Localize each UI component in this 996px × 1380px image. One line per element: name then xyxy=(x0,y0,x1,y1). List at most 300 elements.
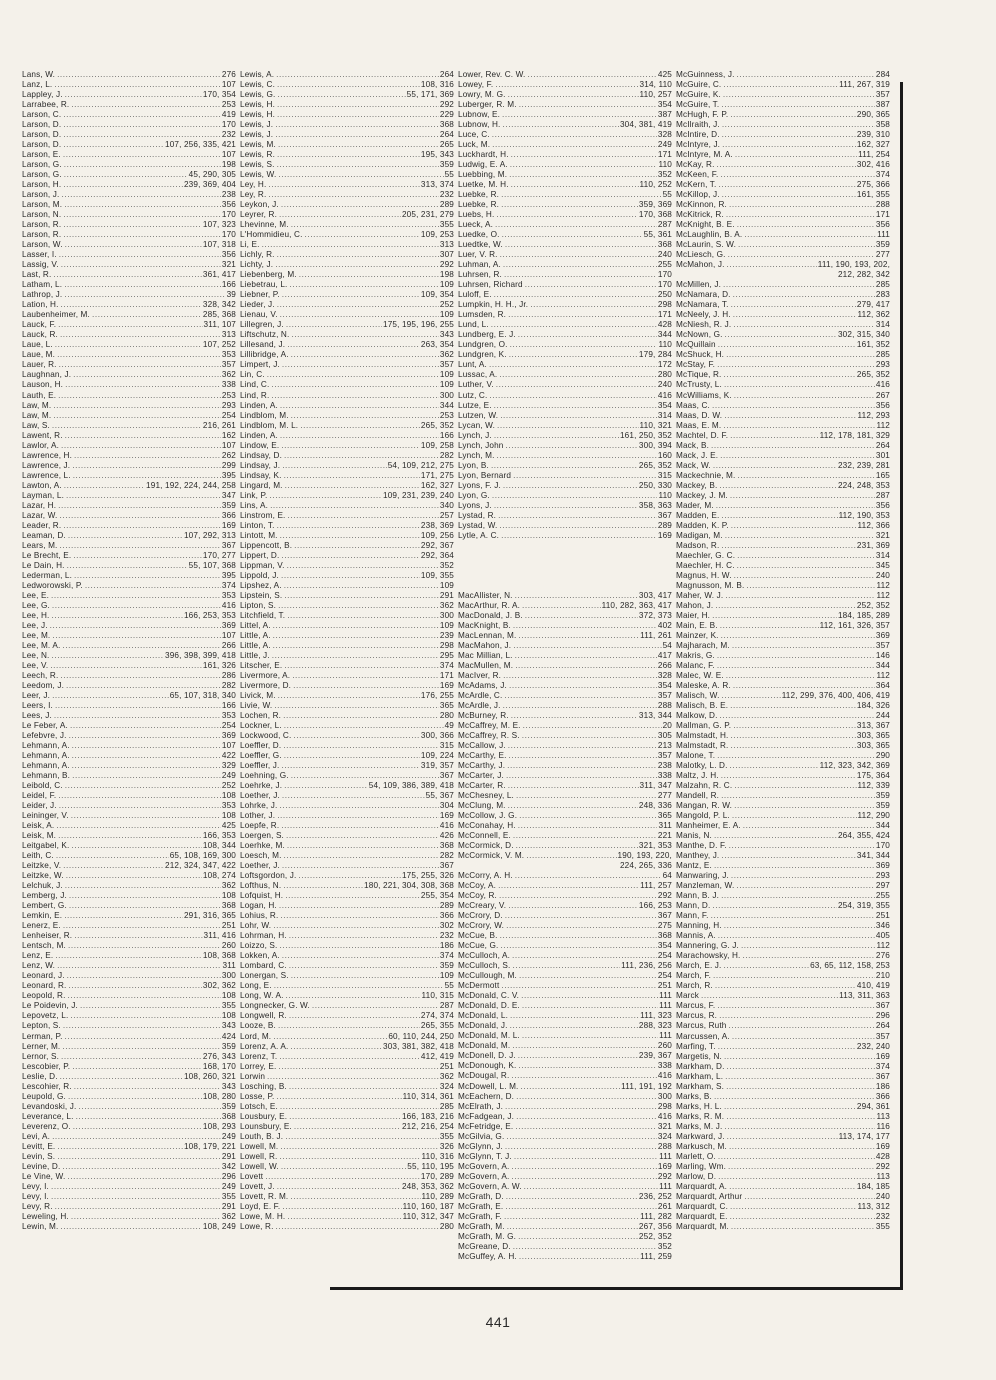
index-entry xyxy=(240,370,454,380)
index-entry xyxy=(22,501,236,511)
dot-leader xyxy=(52,601,221,611)
entry-name: McGrath, E. xyxy=(458,1201,504,1211)
entry-name: McKnight, B. E. xyxy=(676,220,735,230)
dot-leader xyxy=(51,651,164,661)
index-entry xyxy=(240,761,454,771)
entry-pages: 374 xyxy=(875,170,890,180)
entry-name: McDowell, L. M. xyxy=(458,1081,519,1091)
index-entry xyxy=(458,691,672,701)
index-entry xyxy=(458,921,672,931)
index-entry xyxy=(240,781,454,791)
entry-name: Looze, B. xyxy=(240,1021,276,1031)
entry-pages: 353 xyxy=(221,350,236,360)
dot-leader xyxy=(271,380,438,390)
dot-leader xyxy=(287,340,420,350)
index-entry xyxy=(676,601,890,611)
dot-leader xyxy=(289,280,438,290)
entry-name: Larson, G. xyxy=(22,170,62,180)
entry-pages: 111, 282 xyxy=(640,1211,672,1221)
dot-leader xyxy=(513,471,657,481)
entry-name: Lousbury, E. xyxy=(240,1111,288,1121)
entry-pages: 338 xyxy=(657,1061,672,1071)
entry-name: McCarter, R. xyxy=(458,781,506,791)
index-entry xyxy=(458,911,672,921)
index-entry xyxy=(458,471,672,481)
dot-leader xyxy=(52,421,202,431)
entry-name: Lernor, S. xyxy=(22,1051,59,1061)
entry-pages: 111 xyxy=(659,991,672,1001)
index-entry xyxy=(676,941,890,951)
entry-pages: 284 xyxy=(875,70,890,79)
entry-name: Lauth, E. xyxy=(22,390,57,400)
dot-leader xyxy=(713,461,837,471)
dot-leader xyxy=(279,941,438,951)
entry-name: Madden, K. P. xyxy=(676,520,729,530)
dot-leader xyxy=(509,681,657,691)
entry-pages: 359 xyxy=(221,500,236,510)
index-entry xyxy=(676,130,890,140)
dot-leader xyxy=(731,871,875,881)
entry-pages: 109 xyxy=(439,971,454,981)
entry-name: Lund, L. xyxy=(458,320,489,330)
entry-name: Marcussen, A. xyxy=(676,1031,730,1041)
index-entry xyxy=(676,180,890,190)
entry-pages: 111 xyxy=(659,1031,672,1041)
entry-name: Livick, M. xyxy=(240,690,276,700)
dot-leader xyxy=(68,1092,202,1102)
index-entry xyxy=(676,641,890,651)
entry-name: Mann, D. xyxy=(676,901,711,911)
entry-pages: 354 xyxy=(657,400,672,410)
index-entry xyxy=(458,1021,672,1031)
entry-name: Luck, M. xyxy=(458,140,491,150)
entry-name: Manwaring, J. xyxy=(676,871,729,881)
index-entry xyxy=(240,491,454,501)
index-entry xyxy=(22,981,236,991)
entry-pages: 109, 224 xyxy=(420,751,454,761)
index-entry xyxy=(458,160,672,170)
dot-leader xyxy=(726,1112,875,1122)
index-entry xyxy=(22,330,236,340)
entry-name: Loeffler, D. xyxy=(240,741,282,751)
entry-name: Levy, I. xyxy=(22,1191,49,1201)
dot-leader xyxy=(530,300,657,310)
dot-leader xyxy=(286,991,421,1001)
dot-leader xyxy=(61,190,220,200)
index-entry xyxy=(676,841,890,851)
index-entry xyxy=(22,971,236,981)
entry-name: Lauson, H. xyxy=(22,380,64,390)
index-entry xyxy=(240,961,454,971)
entry-pages: 107 xyxy=(221,630,236,640)
index-entry xyxy=(458,350,672,360)
index-entry xyxy=(458,1051,672,1061)
entry-pages: 267 xyxy=(875,390,890,400)
entry-pages: 353 xyxy=(221,590,236,600)
index-entry xyxy=(676,431,890,441)
entry-name: McWilliams, K. xyxy=(676,390,732,400)
index-entry xyxy=(240,631,454,641)
entry-pages: 367 xyxy=(439,861,454,871)
index-entry xyxy=(22,310,236,320)
entry-name: McKinnon, R. xyxy=(676,200,727,210)
entry-name: Leonard, J. xyxy=(22,971,65,981)
entry-pages: 109, 355 xyxy=(420,570,454,580)
entry-name: Lee, E. xyxy=(22,590,49,600)
entry-pages: 109, 354 xyxy=(420,290,454,300)
dot-leader xyxy=(512,1041,657,1051)
entry-pages: 111 xyxy=(659,1001,672,1011)
entry-name: Lindsay, J. xyxy=(240,460,281,470)
entry-pages: 55, 361 xyxy=(643,230,672,240)
index-entry xyxy=(676,951,890,961)
entry-pages: 229 xyxy=(439,110,454,120)
index-entry xyxy=(22,290,236,300)
index-entry xyxy=(676,411,890,421)
entry-pages: 279, 417 xyxy=(856,300,890,310)
dot-leader xyxy=(511,1071,656,1081)
dot-leader xyxy=(275,130,439,140)
dot-leader xyxy=(275,120,439,130)
entry-name: Lappley, J. xyxy=(22,90,63,100)
dot-leader xyxy=(92,310,202,320)
dot-leader xyxy=(508,781,639,791)
entry-pages: 254 xyxy=(657,971,672,981)
index-entry xyxy=(676,1021,890,1031)
entry-name: Marcus, Ruth xyxy=(676,1021,727,1031)
entry-name: Lewis, G. xyxy=(240,90,276,100)
entry-name: Loyd, E. F. xyxy=(240,1201,281,1211)
entry-pages: 169 xyxy=(439,680,454,690)
entry-name: MacKnight, B. xyxy=(458,620,511,630)
entry-name: Manheimer, E. A. xyxy=(676,821,741,831)
entry-name: Lewis, H. xyxy=(240,100,276,110)
index-entry xyxy=(240,871,454,881)
index-entry xyxy=(240,320,454,330)
index-entry xyxy=(240,140,454,150)
entry-pages: 109 xyxy=(439,280,454,290)
index-entry xyxy=(676,911,890,921)
index-entry xyxy=(240,110,454,120)
entry-name: Lehmann, A. xyxy=(22,761,70,771)
entry-pages: 297 xyxy=(875,881,890,891)
entry-pages: 300, 366 xyxy=(420,731,454,741)
entry-pages: 265, 352 xyxy=(420,420,454,430)
index-entry xyxy=(458,461,672,471)
entry-pages: 358 xyxy=(875,120,890,130)
index-entry xyxy=(22,771,236,781)
index-entry xyxy=(676,330,890,340)
dot-leader xyxy=(518,631,639,641)
entry-name: Leitzke, V. xyxy=(22,861,62,871)
entry-name: Lippencott, B. xyxy=(240,540,293,550)
dot-leader xyxy=(511,1172,656,1182)
index-entry xyxy=(458,380,672,390)
index-entry xyxy=(676,651,890,661)
dot-leader xyxy=(62,1162,221,1172)
index-entry xyxy=(22,531,236,541)
dot-leader xyxy=(512,951,657,961)
entry-name: Lee, H. xyxy=(22,610,50,620)
index-entry xyxy=(240,340,454,350)
entry-pages: 324 xyxy=(657,1131,672,1141)
entry-pages: 169 xyxy=(657,1161,672,1171)
dot-leader xyxy=(71,100,221,110)
index-entry xyxy=(240,511,454,521)
dot-leader xyxy=(736,881,875,891)
entry-name: Markham, L. xyxy=(676,1071,724,1081)
dot-leader xyxy=(56,821,221,831)
index-entry xyxy=(676,1062,890,1072)
dot-leader xyxy=(492,491,658,501)
dot-leader xyxy=(514,1152,658,1162)
index-entry xyxy=(676,1001,890,1011)
dot-leader xyxy=(509,751,657,761)
index-entry xyxy=(676,921,890,931)
dot-leader xyxy=(59,360,221,370)
dot-leader xyxy=(724,921,875,931)
entry-name: Lycan, W. xyxy=(458,420,495,430)
dot-leader xyxy=(282,360,439,370)
dot-leader xyxy=(505,1142,657,1152)
dot-leader xyxy=(522,601,601,611)
entry-name: McCormick, D. xyxy=(458,841,514,851)
index-entry xyxy=(458,421,672,431)
entry-name: Loether, J. xyxy=(240,861,280,871)
index-entry xyxy=(676,1142,890,1152)
dot-leader xyxy=(719,1011,875,1021)
entry-name: Linden, A. xyxy=(240,430,278,440)
entry-name: Levy, R. xyxy=(22,1201,53,1211)
index-entry xyxy=(458,891,672,901)
index-entry xyxy=(240,831,454,841)
entry-pages: 257 xyxy=(439,510,454,520)
entry-pages: 146 xyxy=(875,650,890,660)
dot-leader xyxy=(73,370,221,380)
entry-name: Lee, J. xyxy=(22,620,48,630)
entry-pages: 162, 327 xyxy=(856,140,890,150)
entry-pages: 347 xyxy=(221,490,236,500)
index-entry xyxy=(458,370,672,380)
dot-leader xyxy=(66,871,202,881)
index-entry xyxy=(240,421,454,431)
entry-pages: 261 xyxy=(657,1201,672,1211)
entry-name: Larson, D. xyxy=(22,130,62,140)
entry-name: Lazar, W. xyxy=(22,510,58,520)
entry-name: Loergen, S. xyxy=(240,831,284,841)
dot-leader xyxy=(513,621,657,631)
entry-pages: 303, 365 xyxy=(856,741,890,751)
entry-name: Magnus, H. W. xyxy=(676,570,732,580)
index-entry xyxy=(676,491,890,501)
index-entry xyxy=(676,891,890,901)
index-entry xyxy=(676,1082,890,1092)
entry-name: Longwell, R. xyxy=(240,1011,287,1021)
entry-pages: 365 xyxy=(439,700,454,710)
dot-leader xyxy=(494,401,657,411)
entry-pages: 250, 330 xyxy=(638,480,672,490)
index-entry xyxy=(240,280,454,290)
entry-pages: 107 xyxy=(221,80,236,90)
entry-pages: 55, 367 xyxy=(425,791,454,801)
dot-leader xyxy=(278,170,443,180)
dot-leader xyxy=(714,861,875,871)
entry-pages: 285 xyxy=(439,1101,454,1111)
entry-pages: 108, 344 xyxy=(202,841,236,851)
entry-pages: 110, 252 xyxy=(639,180,672,190)
entry-name: Lenheiser, R. xyxy=(22,931,73,941)
index-entry xyxy=(22,991,236,1001)
index-entry xyxy=(240,310,454,320)
index-entry xyxy=(676,370,890,380)
index-entry xyxy=(22,340,236,350)
dot-leader xyxy=(519,1252,639,1262)
entry-name: Lawent, R. xyxy=(22,430,63,440)
entry-pages: 249 xyxy=(221,1181,236,1191)
entry-pages: 346 xyxy=(875,921,890,931)
entry-pages: 251 xyxy=(221,921,236,931)
entry-pages: 111, 261 xyxy=(640,630,672,640)
entry-pages: 170 xyxy=(657,270,672,280)
dot-leader xyxy=(718,931,875,941)
entry-name: McGuire, K. xyxy=(676,90,721,100)
index-entry xyxy=(240,811,454,821)
index-entry xyxy=(22,611,236,621)
index-entry xyxy=(240,350,454,360)
index-entry xyxy=(676,681,890,691)
index-entry xyxy=(676,1072,890,1082)
index-entry xyxy=(676,100,890,110)
entry-pages: 410, 419 xyxy=(856,981,890,991)
index-entry xyxy=(458,1041,672,1051)
dot-leader xyxy=(718,1172,875,1182)
entry-name: Lillibridge, A. xyxy=(240,350,289,360)
index-entry xyxy=(22,921,236,931)
dot-leader xyxy=(518,330,657,340)
entry-name: Luebke, R. xyxy=(458,190,500,200)
index-entry xyxy=(458,210,672,220)
entry-name: Lumpkin, H. H., Jr. xyxy=(458,300,529,310)
index-entry xyxy=(22,781,236,791)
entry-pages: 314 xyxy=(657,410,672,420)
index-entry xyxy=(676,140,890,150)
entry-pages: 368 xyxy=(439,841,454,851)
dot-leader xyxy=(271,391,438,401)
index-entry xyxy=(240,841,454,851)
entry-name: Lederman, L. xyxy=(22,570,73,580)
dot-leader xyxy=(286,320,382,330)
entry-pages: 205, 231, 279 xyxy=(401,210,454,220)
index-entry xyxy=(458,340,672,350)
dot-leader xyxy=(287,1212,401,1222)
index-entry xyxy=(22,1052,236,1062)
dot-leader xyxy=(525,280,657,290)
entry-name: Marks, R. M. xyxy=(676,1111,725,1121)
entry-name: Mangold, P. L. xyxy=(676,811,730,821)
entry-name: Lynch, M. xyxy=(458,450,495,460)
entry-name: MacIver, R. xyxy=(458,670,502,680)
entry-pages: 343 xyxy=(439,330,454,340)
entry-name: Makris, G. xyxy=(676,650,715,660)
index-entry xyxy=(22,791,236,801)
entry-pages: 265, 355 xyxy=(420,1021,454,1031)
entry-pages: 311, 107 xyxy=(203,320,236,330)
vertical-rule xyxy=(900,82,903,1290)
entry-name: Levi, A. xyxy=(22,1131,51,1141)
index-entry xyxy=(676,791,890,801)
entry-pages: 112, 190, 353 xyxy=(838,510,890,520)
entry-pages: 112 xyxy=(876,420,890,430)
entry-pages: 298 xyxy=(657,1101,672,1111)
dot-leader xyxy=(289,1011,420,1021)
dot-leader xyxy=(57,961,221,971)
entry-pages: 224, 265, 336 xyxy=(619,861,672,871)
index-entry xyxy=(22,1092,236,1102)
entry-pages: 344 xyxy=(657,330,672,340)
index-entry xyxy=(240,611,454,621)
entry-name: Lenerz, E. xyxy=(22,921,61,931)
entry-name: Luloff, E. xyxy=(458,290,492,300)
dot-leader xyxy=(59,250,221,260)
index-entry xyxy=(22,190,236,200)
index-entry xyxy=(676,1092,890,1102)
entry-pages: 369 xyxy=(875,861,890,871)
index-entry xyxy=(240,941,454,951)
entry-pages: 302, 362 xyxy=(202,981,236,991)
dot-leader xyxy=(727,1062,875,1072)
dot-leader xyxy=(717,1001,875,1011)
index-entry xyxy=(240,461,454,471)
index-entry xyxy=(676,230,890,240)
entry-pages: 303, 417 xyxy=(638,590,672,600)
entry-name: McNown, G. xyxy=(676,330,723,340)
index-entry xyxy=(240,260,454,270)
dot-leader xyxy=(70,1011,220,1021)
index-entry xyxy=(240,90,454,100)
entry-name: Lovett xyxy=(240,1171,264,1181)
entry-pages: 195, 343 xyxy=(420,150,454,160)
index-entry xyxy=(458,871,672,881)
index-entry xyxy=(240,991,454,1001)
entry-name: Lynch, J. xyxy=(458,430,492,440)
entry-pages: 300 xyxy=(439,610,454,620)
entry-name: Mannering, G. J. xyxy=(676,941,739,951)
index-entry xyxy=(22,871,236,881)
dot-leader xyxy=(730,110,856,120)
index-entry xyxy=(240,481,454,491)
index-entry xyxy=(240,160,454,170)
dot-leader xyxy=(290,1192,420,1202)
entry-pages: 362 xyxy=(221,370,236,380)
entry-name: McIntyre, M. A. xyxy=(676,150,733,160)
entry-name: Larson, H. xyxy=(22,180,62,190)
dot-leader xyxy=(68,531,183,541)
entry-pages: 266 xyxy=(221,640,236,650)
dot-leader xyxy=(63,1021,221,1031)
entry-pages: 362 xyxy=(221,881,236,891)
dot-leader xyxy=(521,991,658,1001)
dot-leader xyxy=(741,941,876,951)
dot-leader xyxy=(733,320,875,330)
index-entry xyxy=(458,771,672,781)
index-entry xyxy=(458,1071,672,1081)
entry-pages: 186 xyxy=(875,1081,890,1091)
entry-name: McCallow, J. xyxy=(458,740,506,750)
entry-pages: 357 xyxy=(221,360,236,370)
index-entry xyxy=(22,1222,236,1232)
dot-leader xyxy=(287,511,438,521)
entry-pages: 315 xyxy=(439,741,454,751)
